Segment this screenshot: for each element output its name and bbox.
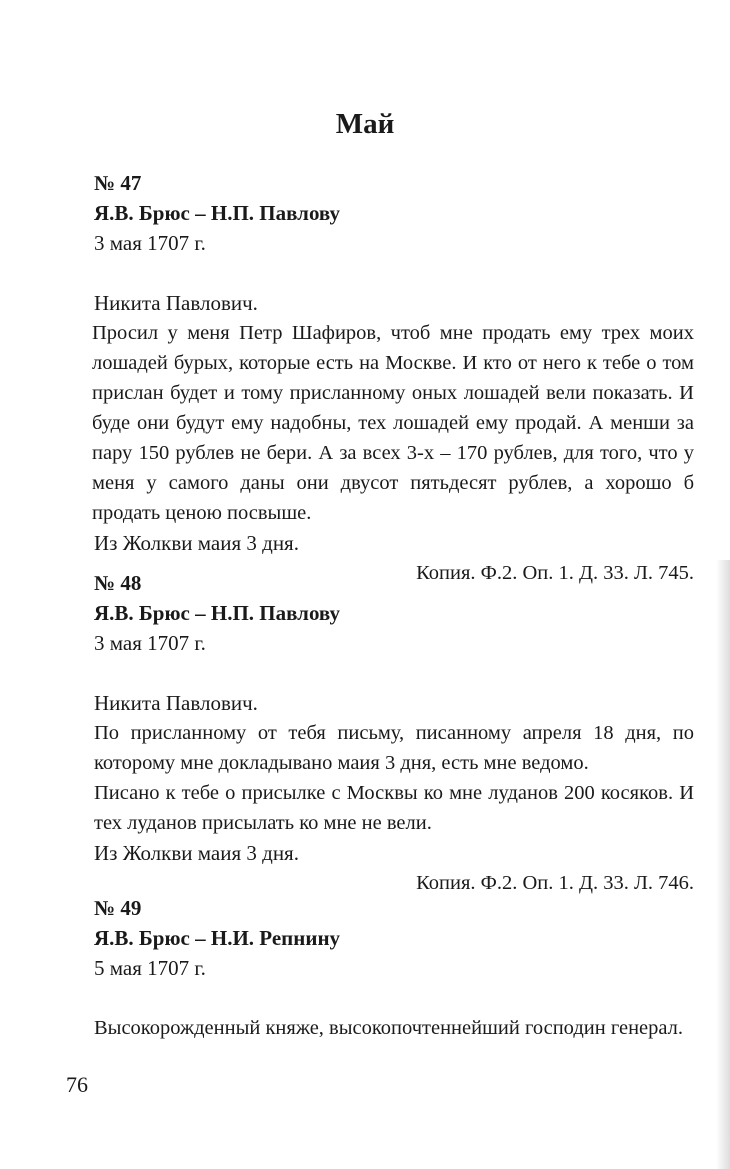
entry-date: 3 мая 1707 г.	[94, 631, 206, 655]
entry-paragraph: Писано к тебе о присылке с Москвы ко мне луданов 200 косяков. И тех луданов присылать ко мне не вели.	[94, 782, 694, 834]
document-entry-47	[94, 168, 694, 588]
entry-date: 5 мая 1707 г.	[94, 956, 206, 980]
entry-closing: Из Жолкви маия 3 дня.	[94, 841, 299, 865]
entry-source: Копия. Ф.2. Оп. 1. Д. 33. Л. 746.	[416, 872, 694, 894]
entry-number: № 48	[94, 571, 142, 595]
entry-paragraph: Просил у меня Петр Шафиров, чтоб мне продать ему трех моих лошадей бурых, которые есть на Москве. И кто от него к тебе о том прислан будет и тому присланному оных лошадей вели показать. И буде они будут ему надобны, тех лошадей ему продай. А менши за пару 150 рублев не бери. А за всех 3-х – 170 рублев, для того, что у меня у самого даны они двусот пятьдесят рублев, а хорошо б продать ценою посвыше.	[92, 322, 694, 524]
entry-paragraph: По присланному от тебя письму, писанному апреля 18 дня, по которому мне докладывано маия 3 дня, есть мне ведомо.	[94, 722, 694, 774]
document-entry-48	[94, 568, 694, 898]
entry-paragraph: Высокорожденный княже, высокопочтеннейший господин генерал.	[94, 1017, 684, 1039]
document-entry-49	[94, 893, 694, 1043]
entry-address: Никита Павлович.	[94, 691, 258, 715]
entry-address: Никита Павлович.	[94, 291, 258, 315]
page-title: Май	[335, 108, 395, 140]
entry-closing: Из Жолкви маия 3 дня.	[94, 531, 299, 555]
page-edge-shadow	[716, 560, 730, 1169]
entry-heading: Я.В. Брюс – Н.П. Павлову	[94, 201, 341, 225]
entry-heading: Я.В. Брюс – Н.И. Репнину	[94, 926, 341, 950]
entry-heading: Я.В. Брюс – Н.П. Павлову	[94, 601, 341, 625]
entry-number: № 49	[94, 896, 142, 920]
entry-source: Копия. Ф.2. Оп. 1. Д. 33. Л. 745.	[416, 562, 694, 584]
page-number: 76	[66, 1072, 88, 1097]
entry-number: № 47	[94, 171, 142, 195]
entry-date: 3 мая 1707 г.	[94, 231, 206, 255]
